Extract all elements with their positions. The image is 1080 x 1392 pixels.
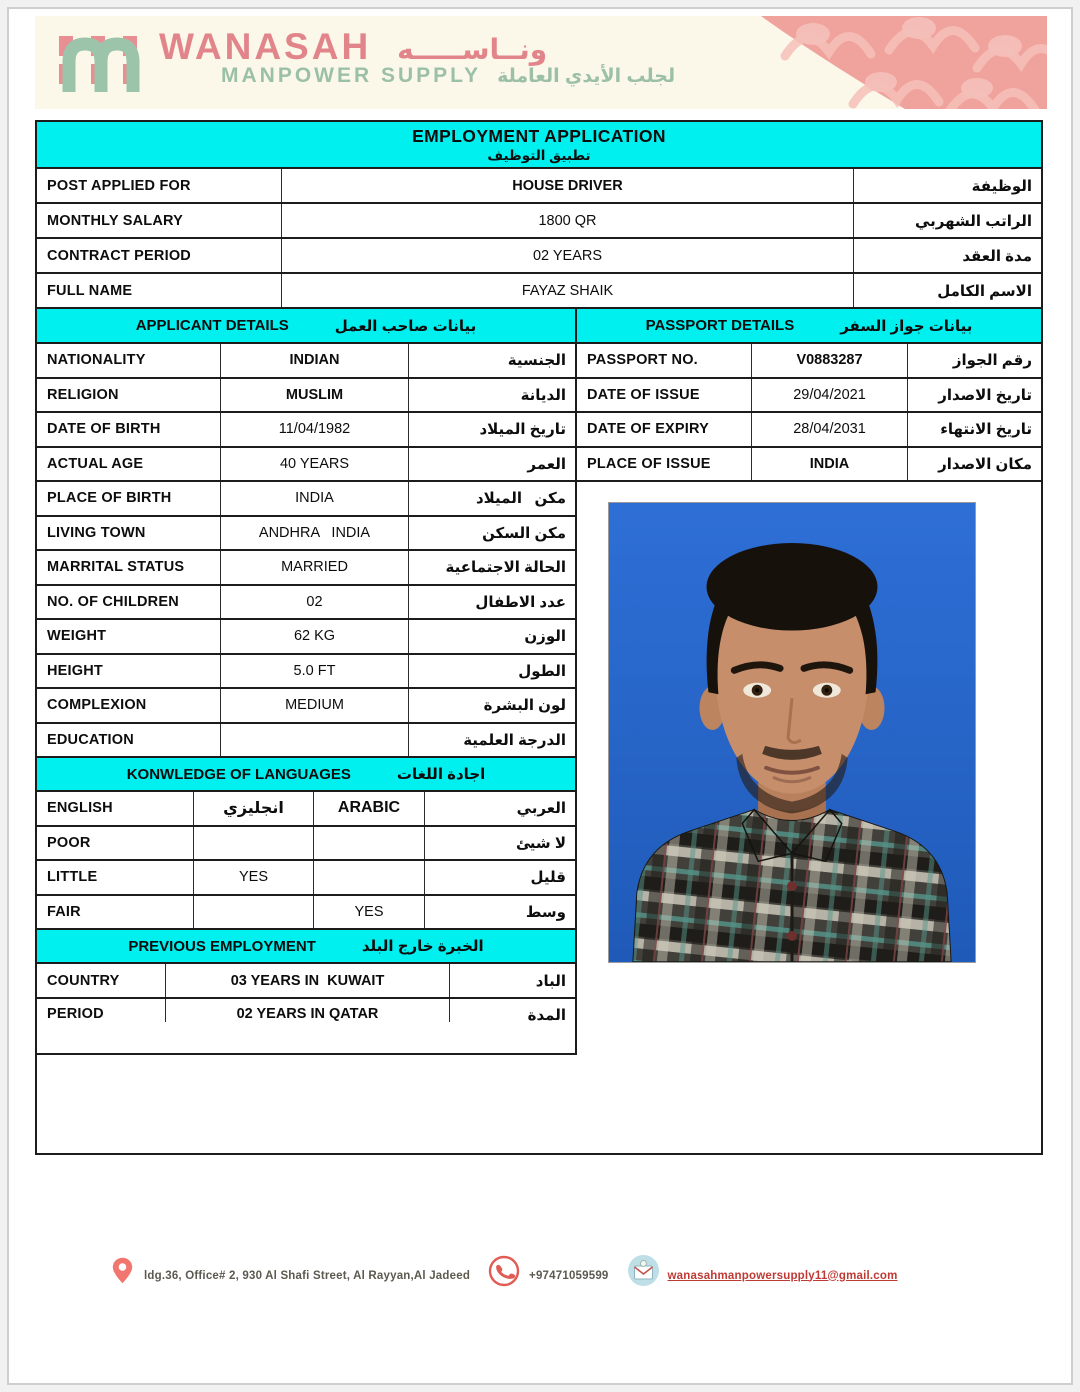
english-value: YES: [194, 861, 314, 894]
field-value: MEDIUM: [221, 689, 409, 722]
passport-details-section: [577, 309, 1041, 1055]
section-title-arabic: بيانات جواز السفر: [840, 317, 973, 335]
table-row: [37, 827, 575, 862]
field-label: WEIGHT: [37, 620, 221, 653]
section-title-arabic: بيانات صاحب العمل: [334, 317, 477, 335]
field-label-arabic: الوظيفة: [971, 177, 1032, 195]
wanasah-logo-icon: [57, 26, 145, 98]
table-row: [37, 861, 575, 896]
proficiency-label-arabic: قليل: [530, 869, 566, 887]
applicant-details-section: [37, 309, 577, 1055]
field-label-arabic: مكن الميلاد: [475, 490, 566, 508]
field-label-arabic: لون البشرة: [483, 697, 566, 715]
section-title-arabic: الخبرة خارج البلد: [361, 938, 484, 955]
brand-block: [57, 26, 675, 98]
field-label-arabic: الباد: [535, 972, 566, 990]
field-value: FAYAZ SHAIK: [282, 274, 854, 307]
section-title-arabic: اجادة اللغات: [396, 766, 486, 783]
field-value: 02 YEARS IN QATAR: [166, 999, 450, 1022]
field-label: DATE OF ISSUE: [577, 379, 752, 412]
table-row: [577, 344, 1041, 379]
field-label: COMPLEXION: [37, 689, 221, 722]
table-row: [577, 379, 1041, 414]
brand-name: WANASAH: [159, 26, 372, 67]
field-label: CONTRACT PERIOD: [37, 239, 282, 272]
header-decoration: [657, 16, 1047, 109]
field-label-arabic: تاريخ الانتهاء: [940, 421, 1032, 439]
field-label: DATE OF BIRTH: [37, 413, 221, 446]
table-row: [37, 620, 575, 655]
arabic-value: YES: [314, 896, 425, 929]
phone-number: +97471059599: [529, 1269, 609, 1282]
table-row: [37, 655, 575, 690]
field-value: 28/04/2031: [752, 413, 908, 446]
company-header: [35, 16, 1047, 109]
employment-application-form: [35, 120, 1043, 1155]
field-value: 29/04/2021: [752, 379, 908, 412]
field-value: ANDHRA INDIA: [221, 517, 409, 550]
field-label-arabic: مدة العقد: [962, 247, 1032, 265]
passport-details-header: [577, 309, 1041, 344]
field-value: 62 KG: [221, 620, 409, 653]
field-value: INDIAN: [221, 344, 409, 377]
field-value: MUSLIM: [221, 379, 409, 412]
table-row: [577, 413, 1041, 448]
language-col-english: ENGLISH: [37, 792, 194, 825]
form-title: EMPLOYMENT APPLICATION: [412, 125, 666, 146]
field-label: PLACE OF BIRTH: [37, 482, 221, 515]
table-row: [37, 586, 575, 621]
empty-notes-area: [37, 1055, 1041, 1153]
field-label-arabic: المدة: [527, 1007, 566, 1024]
email-icon: [627, 1254, 660, 1287]
field-label: DATE OF EXPIRY: [577, 413, 752, 446]
field-label-arabic: الوزن: [524, 628, 566, 646]
address-text: ldg.36, Office# 2, 930 Al Shafi Street, Al Rayyan,Al Jadeed: [144, 1269, 471, 1282]
field-label: PLACE OF ISSUE: [577, 448, 752, 481]
field-label-arabic: تاريخ الاصدار: [938, 386, 1032, 404]
field-value: 02 YEARS: [282, 239, 854, 272]
applicant-photo: [608, 502, 976, 963]
field-label: RELIGION: [37, 379, 221, 412]
table-row: [37, 274, 1041, 309]
photo-cell: [577, 482, 1041, 1055]
field-label: EDUCATION: [37, 724, 221, 757]
field-label: PERIOD: [37, 999, 166, 1022]
field-label-arabic: الديانة: [520, 386, 566, 404]
field-label: NO. OF CHILDREN: [37, 586, 221, 619]
field-label-arabic: الدرجة العلمية: [463, 731, 566, 749]
field-label-arabic: مكان الاصدار: [938, 455, 1032, 473]
field-value: 11/04/1982: [221, 413, 409, 446]
table-row: [37, 689, 575, 724]
language-col-arabic: ARABIC: [314, 792, 425, 825]
table-row: [37, 379, 575, 414]
phone-icon: [488, 1255, 520, 1287]
table-row: [37, 551, 575, 586]
field-label: HEIGHT: [37, 655, 221, 688]
field-label: PASSPORT NO.: [577, 344, 752, 377]
proficiency-label-arabic: وسط: [525, 903, 566, 921]
field-value: HOUSE DRIVER: [282, 169, 854, 202]
contact-footer: [112, 1254, 898, 1287]
field-label-arabic: الاسم الكامل: [937, 282, 1032, 300]
languages-header: [37, 758, 575, 792]
field-label-arabic: رقم الجواز: [952, 352, 1032, 370]
proficiency-label: FAIR: [37, 896, 194, 929]
field-label-arabic: الجنسية: [507, 352, 566, 370]
field-label: POST APPLIED FOR: [37, 169, 282, 202]
table-row: [577, 448, 1041, 483]
field-label-arabic: تاريخ الميلاد: [479, 421, 566, 439]
field-label: ACTUAL AGE: [37, 448, 221, 481]
email-link[interactable]: wanasahmanpowersupply11@gmail.com: [667, 1269, 898, 1282]
field-value: 40 YEARS: [221, 448, 409, 481]
section-title: KONWLEDGE OF LANGUAGES: [126, 765, 351, 783]
arabic-value: [314, 827, 425, 860]
field-label: NATIONALITY: [37, 344, 221, 377]
proficiency-label: LITTLE: [37, 861, 194, 894]
table-row: [37, 792, 575, 827]
proficiency-label-arabic: لا شيئ: [516, 834, 566, 852]
field-value: INDIA: [221, 482, 409, 515]
table-row: [37, 344, 575, 379]
field-label: MONTHLY SALARY: [37, 204, 282, 237]
table-row: [37, 448, 575, 483]
field-value: 1800 QR: [282, 204, 854, 237]
section-title: PREVIOUS EMPLOYMENT: [128, 937, 316, 955]
field-label: MARRITAL STATUS: [37, 551, 221, 584]
table-row: [37, 482, 575, 517]
brand-subtitle-arabic: لجلب الأيدي العاملة: [497, 66, 676, 87]
field-value: V0883287: [752, 344, 908, 377]
field-label-arabic: مكن السكن: [482, 524, 566, 542]
table-row: [37, 169, 1041, 204]
field-label-arabic: الحالة الاجتماعية: [445, 559, 566, 577]
table-row: [37, 964, 575, 999]
language-col-english-arabic: انجليزي: [194, 792, 314, 825]
table-row: [37, 239, 1041, 274]
field-value: 5.0 FT: [221, 655, 409, 688]
section-title: PASSPORT DETAILS: [645, 317, 795, 334]
brand-subtitle: MANPOWER SUPPLY: [221, 64, 482, 87]
field-label-arabic: الطول: [518, 662, 566, 680]
field-label: COUNTRY: [37, 964, 166, 997]
field-label-arabic: الراتب الشهربي: [914, 212, 1032, 230]
table-row: [37, 999, 575, 1055]
field-value: 03 YEARS IN KUWAIT: [166, 964, 450, 997]
table-row: [37, 204, 1041, 239]
table-row: [37, 517, 575, 552]
english-value: [194, 827, 314, 860]
arabic-value: [314, 861, 425, 894]
english-value: [194, 896, 314, 929]
language-col-arabic-arabic: العربي: [516, 800, 566, 818]
field-value: MARRIED: [221, 551, 409, 584]
field-label-arabic: العمر: [527, 455, 566, 473]
field-value: INDIA: [752, 448, 908, 481]
table-row: [37, 724, 575, 759]
previous-employment-header: [37, 930, 575, 964]
brand-name-arabic: ونــاســـــه: [397, 34, 548, 65]
table-row: [37, 413, 575, 448]
table-row: [37, 896, 575, 931]
form-title-arabic: تطبيق التوظيف: [487, 147, 591, 163]
field-label-arabic: عدد الاطفال: [475, 593, 566, 611]
applicant-details-header: [37, 309, 575, 344]
location-pin-icon: [112, 1257, 133, 1284]
proficiency-label: POOR: [37, 827, 194, 860]
field-value: [221, 724, 409, 757]
field-label: FULL NAME: [37, 274, 282, 307]
field-label: LIVING TOWN: [37, 517, 221, 550]
field-value: 02: [221, 586, 409, 619]
section-title: APPLICANT DETAILS: [135, 317, 289, 334]
form-title-band: [37, 122, 1041, 169]
